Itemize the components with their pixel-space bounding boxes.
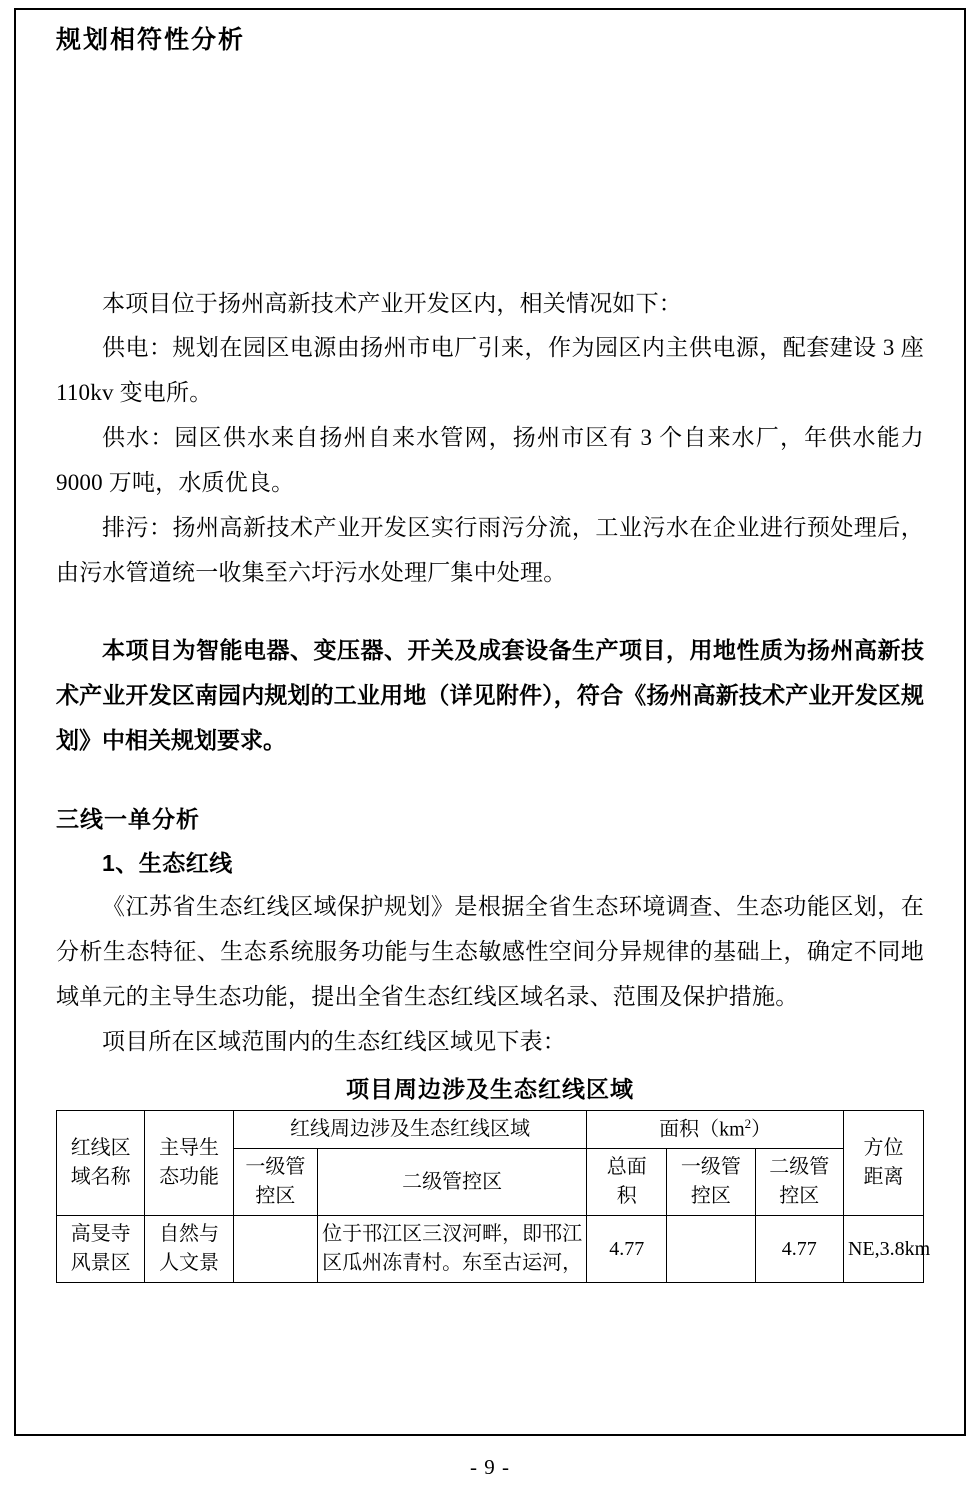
page-title: 规划相符性分析 (56, 26, 246, 54)
th-level2-area: 二级管 控区 (755, 1149, 843, 1216)
cell-level2-area: 4.77 (755, 1216, 843, 1283)
th-level2-zone: 二级管控区 (317, 1149, 586, 1216)
paragraph-gap (56, 595, 924, 629)
table-header-row-1 (57, 1110, 924, 1149)
th-level1-zone: 一级管 控区 (233, 1149, 317, 1216)
cell-area-name: 高旻寺风景区 (57, 1216, 145, 1283)
th-dominant-function: 主导生态功能 (145, 1110, 233, 1216)
cell-total-area: 4.77 (587, 1216, 667, 1283)
paragraph-project-location: 本项目位于扬州高新技术产业开发区内，相关情况如下： (102, 290, 682, 316)
th-level1-area: 一级管 控区 (667, 1149, 755, 1216)
section-heading-three-lines: 三线一单分析 (56, 805, 200, 832)
cell-dominant-function: 自然与人文景 (145, 1216, 233, 1283)
cell-direction-distance: NE,3.8km (843, 1216, 923, 1283)
paragraph-jiangsu-redline-plan: 《江苏省生态红线区域保护规划》是根据全省生态环境调查、生态功能区划，在分析生态特征、生态系统服务功能与生态敏感性空间分异规律的基础上，确定不同地域单元的主导生态功能，提出全省生态红线区域名录、范围及保护措施。 (56, 894, 924, 1009)
paragraph-water-supply: 供水：园区供水来自扬州自来水管网，扬州市区有 3 个自来水厂，年供水能力 9000 万吨，水质优良。 (56, 425, 924, 495)
table-row (57, 1216, 924, 1283)
table-body (57, 1216, 931, 1283)
top-blank-area (56, 57, 924, 282)
table-header (57, 1110, 924, 1216)
paragraph-conclusion: 本项目为智能电器、变压器、开关及成套设备生产项目，用地性质为扬州高新技术产业开发区南园内规划的工业用地（详见附件），符合《扬州高新技术产业开发区规划》中相关规划要求。 (56, 638, 924, 754)
paragraph-power-supply: 供电：规划在园区电源由扬州市电厂引来，作为园区内主供电源，配套建设 3 座 110kv 变电所。 (56, 335, 924, 406)
redline-table (56, 1110, 931, 1284)
page-content (16, 10, 964, 1283)
sub-heading-ecological-redline: 1、生态红线 (102, 849, 233, 876)
cell-level1-area (667, 1216, 755, 1283)
th-group-area: 面积$(km^2)$ (587, 1110, 844, 1149)
paragraph-sewage: 排污：扬州高新技术产业开发区实行雨污分流，工业污水在企业进行预处理后，由污水管道统一收集至六圩污水处理厂集中处理。 (56, 514, 924, 585)
cell-level1-zone (233, 1216, 317, 1283)
th-direction-distance: 方位 距离 (843, 1110, 923, 1216)
page-footer: - 9 - (470, 1455, 510, 1479)
section-gap (56, 764, 924, 798)
th-group-redline-surrounding: 红线周边涉及生态红线区域 (233, 1110, 587, 1149)
table-caption: 项目周边涉及生态红线区域 (346, 1075, 634, 1102)
paragraph-table-intro: 项目所在区域范围内的生态红线区域见下表： (102, 1028, 566, 1054)
th-redline-area-name: 红线区域名称 (57, 1110, 145, 1216)
th-total-area: 总面 积 (587, 1149, 667, 1216)
cell-level2-zone: 位于邗江区三汊河畔，即邗江区瓜州冻青村。东至古运河， (317, 1216, 586, 1283)
